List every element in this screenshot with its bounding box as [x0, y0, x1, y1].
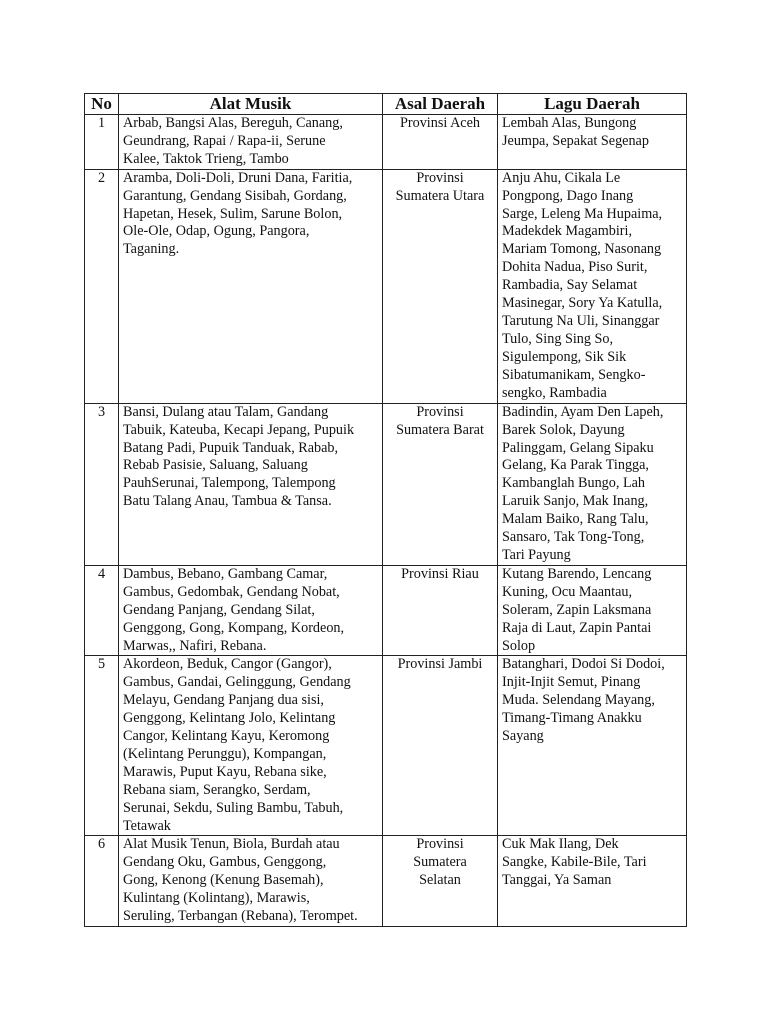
- lagu-daerah-cell-line: Soleram, Zapin Laksmana: [502, 601, 652, 618]
- row-number: 5: [85, 656, 119, 836]
- alat-musik-cell-line: (Kelintang Perunggu), Kompangan,: [123, 745, 327, 762]
- row-number: 1: [85, 115, 119, 170]
- lagu-daerah-cell-line: Injit-Injit Semut, Pinang: [502, 674, 641, 691]
- header-row: [85, 94, 687, 115]
- header-asal-daerah: Asal Daerah: [383, 94, 498, 115]
- alat-musik-cell-line: Alat Musik Tenun, Biola, Burdah atau: [123, 836, 340, 853]
- lagu-daerah-cell-line: Sayang: [502, 728, 544, 745]
- lagu-daerah-cell-line: sengko, Rambadia: [502, 384, 607, 401]
- alat-musik-cell: [119, 115, 383, 170]
- alat-musik-cell-line: Rebana siam, Serangko, Serdam,: [123, 781, 311, 798]
- alat-musik-cell-line: Serunai, Sekdu, Suling Bambu, Tabuh,: [123, 799, 344, 816]
- alat-musik-cell-line: Kalee, Taktok Trieng, Tambo: [123, 150, 289, 167]
- alat-musik-cell-line: Tetawak: [123, 817, 171, 834]
- lagu-daerah-cell-line: Sangke, Kabile-Bile, Tari: [502, 854, 647, 871]
- lagu-daerah-cell-line: Kambanglah Bungo, Lah: [502, 475, 646, 492]
- header-no: No: [85, 94, 119, 115]
- alat-musik-cell: [119, 565, 383, 656]
- asal-daerah-cell-line: Selatan: [419, 872, 461, 889]
- lagu-daerah-cell-line: Malam Baiko, Rang Talu,: [502, 511, 649, 528]
- lagu-daerah-cell-line: Anju Ahu, Cikala Le: [502, 169, 621, 186]
- alat-musik-cell-line: Batang Padi, Pupuik Tanduak, Rabab,: [123, 439, 339, 456]
- alat-musik-cell-line: PauhSerunai, Talempong, Talempong: [123, 475, 336, 492]
- lagu-daerah-cell-line: Tarutung Na Uli, Sinanggar: [502, 312, 660, 329]
- alat-musik-cell-line: Batu Talang Anau, Tambua & Tansa.: [123, 493, 332, 510]
- asal-daerah-cell-line: Sumatera: [413, 854, 467, 871]
- lagu-daerah-cell-line: Palinggam, Gelang Sipaku: [502, 439, 654, 456]
- lagu-daerah-cell-line: Kuning, Ocu Maantau,: [502, 583, 633, 600]
- table-row: [85, 169, 687, 403]
- alat-musik-cell-line: Genggong, Gong, Kompang, Kordeon,: [123, 619, 345, 636]
- alat-musik-cell-line: Bansi, Dulang atau Talam, Gandang: [123, 403, 329, 420]
- alat-musik-cell-line: Gendang Panjang, Gendang Silat,: [123, 601, 315, 618]
- asal-daerah-cell: [383, 115, 498, 170]
- asal-daerah-cell: [383, 169, 498, 403]
- alat-musik-cell-line: Kulintang (Kolintang), Marawis,: [123, 890, 310, 907]
- alat-musik-cell-line: Ole-Ole, Odap, Ogung, Pangora,: [123, 223, 310, 240]
- alat-musik-cell-line: Geundrang, Rapai / Rapa-ii, Serune: [123, 132, 326, 149]
- alat-musik-cell-line: Taganing.: [123, 241, 180, 258]
- lagu-daerah-cell-line: Laruik Sanjo, Mak Inang,: [502, 493, 649, 510]
- alat-musik-cell-line: Gambus, Gandai, Gelinggung, Gendang: [123, 674, 351, 691]
- alat-musik-cell-line: Marawis, Puput Kayu, Rebana sike,: [123, 763, 327, 780]
- alat-musik-cell-line: Garantung, Gendang Sisibah, Gordang,: [123, 187, 347, 204]
- asal-daerah-cell-line: Provinsi Riau: [401, 565, 479, 582]
- alat-musik-cell-line: Tabuik, Kateuba, Kecapi Jepang, Pupuik: [123, 421, 355, 438]
- header-alat-musik: Alat Musik: [119, 94, 383, 115]
- lagu-daerah-cell-line: Tari Payung: [502, 546, 571, 563]
- lagu-daerah-cell-line: Raja di Laut, Zapin Pantai: [502, 619, 652, 636]
- alat-musik-cell: [119, 656, 383, 836]
- alat-musik-cell-line: Gong, Kenong (Kenung Basemah),: [123, 872, 324, 889]
- lagu-daerah-cell-line: Sibatumanikam, Sengko-: [502, 366, 646, 383]
- lagu-daerah-cell-line: Lembah Alas, Bungong: [502, 115, 637, 131]
- alat-musik-cell-line: Genggong, Kelintang Jolo, Kelintang: [123, 710, 336, 727]
- lagu-daerah-cell-line: Muda. Selendang Mayang,: [502, 692, 655, 709]
- lagu-daerah-cell-line: Jeumpa, Sepakat Segenap: [502, 132, 649, 149]
- lagu-daerah-cell: [498, 403, 687, 565]
- alat-musik-cell-line: Cangor, Kelintang Kayu, Keromong: [123, 728, 330, 745]
- alat-musik-cell: [119, 403, 383, 565]
- alat-musik-cell-line: Aramba, Doli-Doli, Druni Dana, Faritia,: [123, 169, 353, 186]
- alat-musik-cell-line: Dambus, Bebano, Gambang Camar,: [123, 565, 328, 582]
- alat-musik-cell: [119, 836, 383, 927]
- table-row: [85, 656, 687, 836]
- lagu-daerah-cell: [498, 656, 687, 836]
- asal-daerah-cell: [383, 836, 498, 927]
- asal-daerah-cell-line: Sumatera Barat: [396, 421, 484, 438]
- table-row: [85, 836, 687, 927]
- alat-musik-cell-line: Marwas,, Nafiri, Rebana.: [123, 637, 267, 654]
- row-number: 2: [85, 169, 119, 403]
- lagu-daerah-cell-line: Sarge, Leleng Ma Hupaima,: [502, 205, 663, 222]
- lagu-daerah-cell-line: Pongpong, Dago Inang: [502, 187, 634, 204]
- lagu-daerah-cell-line: Cuk Mak Ilang, Dek: [502, 836, 619, 853]
- lagu-daerah-cell-line: Tulo, Sing Sing So,: [502, 330, 614, 347]
- lagu-daerah-cell: [498, 115, 687, 170]
- table-row: [85, 403, 687, 565]
- asal-daerah-cell: [383, 403, 498, 565]
- lagu-daerah-cell-line: Rambadia, Say Selamat: [502, 277, 638, 294]
- alat-musik-cell-line: Gambus, Gedombak, Gendang Nobat,: [123, 583, 340, 600]
- alat-musik-cell-line: Arbab, Bangsi Alas, Bereguh, Canang,: [123, 115, 343, 131]
- lagu-daerah-cell-line: Masinegar, Sory Ya Katulla,: [502, 295, 663, 312]
- header-lagu-daerah: Lagu Daerah: [498, 94, 687, 115]
- alat-musik-cell-line: Gendang Oku, Gambus, Genggong,: [123, 854, 327, 871]
- asal-daerah-cell-line: Provinsi: [416, 403, 464, 420]
- alat-musik-cell-line: Hapetan, Hesek, Sulim, Sarune Bolon,: [123, 205, 343, 222]
- table-body: [85, 115, 687, 927]
- lagu-daerah-cell-line: Tanggai, Ya Saman: [502, 872, 612, 889]
- lagu-daerah-cell: [498, 565, 687, 656]
- asal-daerah-cell-line: Provinsi Jambi: [397, 656, 483, 673]
- lagu-daerah-cell-line: Gelang, Ka Parak Tingga,: [502, 457, 649, 474]
- lagu-daerah-cell-line: Mariam Tomong, Nasonang: [502, 241, 662, 258]
- lagu-daerah-cell-line: Timang-Timang Anakku: [502, 710, 642, 727]
- alat-musik-cell-line: Seruling, Terbangan (Rebana), Terompet.: [123, 908, 358, 925]
- row-number: 4: [85, 565, 119, 656]
- lagu-daerah-cell-line: Barek Solok, Dayung: [502, 421, 625, 438]
- asal-daerah-cell: [383, 565, 498, 656]
- lagu-daerah-cell-line: Solop: [502, 637, 536, 654]
- lagu-daerah-cell-line: Dohita Nadua, Piso Surit,: [502, 259, 648, 276]
- alat-musik-cell: [119, 169, 383, 403]
- alat-musik-cell-line: Melayu, Gendang Panjang dua sisi,: [123, 692, 324, 709]
- lagu-daerah-cell-line: Sansaro, Tak Tong-Tong,: [502, 529, 645, 546]
- lagu-daerah-cell-line: Batanghari, Dodoi Si Dodoi,: [502, 656, 665, 673]
- lagu-daerah-cell-line: Kutang Barendo, Lencang: [502, 565, 652, 582]
- lagu-daerah-cell: [498, 836, 687, 927]
- asal-daerah-cell-line: Provinsi Aceh: [400, 115, 480, 131]
- alat-musik-cell-line: Rebab Pasisie, Saluang, Saluang: [123, 457, 308, 474]
- lagu-daerah-cell-line: Sigulempong, Sik Sik: [502, 348, 627, 365]
- lagu-daerah-cell-line: Madekdek Magambiri,: [502, 223, 633, 240]
- table-row: [85, 565, 687, 656]
- table-row: [85, 115, 687, 170]
- asal-daerah-cell: [383, 656, 498, 836]
- music-table: [84, 93, 687, 927]
- asal-daerah-cell-line: Provinsi: [416, 169, 464, 186]
- lagu-daerah-cell-line: Badindin, Ayam Den Lapeh,: [502, 403, 664, 420]
- row-number: 6: [85, 836, 119, 927]
- asal-daerah-cell-line: Provinsi: [416, 836, 464, 853]
- lagu-daerah-cell: [498, 169, 687, 403]
- row-number: 3: [85, 403, 119, 565]
- alat-musik-cell-line: Akordeon, Beduk, Cangor (Gangor),: [123, 656, 332, 673]
- asal-daerah-cell-line: Sumatera Utara: [395, 187, 485, 204]
